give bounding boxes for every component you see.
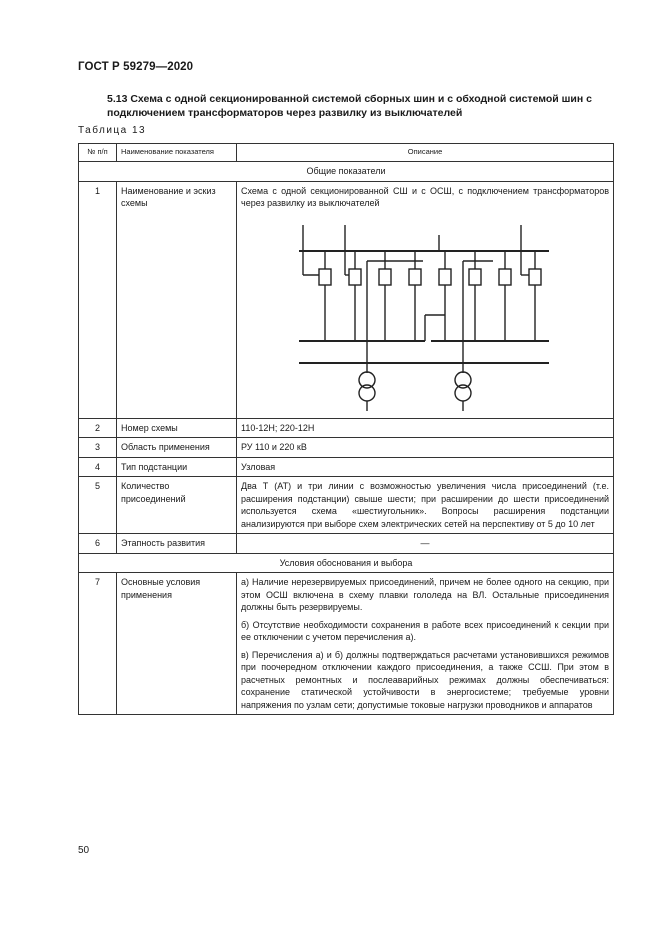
row-description (237, 573, 614, 715)
column-header-number: № п/п (79, 144, 117, 162)
section-heading: 5.13 Схема с одной секционированной системой сборных шин и с обходной системой шин с подключением трансформаторов через развилку из выключателей (107, 93, 592, 119)
row-description: РУ 110 и 220 кВ (237, 438, 614, 458)
row-name: Этапность развития (117, 534, 237, 554)
table-row (79, 457, 614, 477)
standard-designation: ГОСТ Р 59279—2020 (78, 61, 194, 73)
row-description-text: Два Т (АТ) и три линии с возможностью увеличения числа присоединений (т.е. расширения подстанции) свыше шести; при расширении до шести присоединений используется схема «шестиугольник». Вопросы расширения подстанции анализируются при выборе схем электрических сетей на перспективу от 5 до 10 лет (241, 481, 609, 529)
table-header-row (79, 144, 614, 162)
row-description: Узловая (237, 457, 614, 477)
column-header-indicator: Наименование показателя (117, 144, 237, 162)
breaker-4 (409, 251, 421, 341)
row-name: Тип подстанции (117, 457, 237, 477)
column-header-description: Описание (237, 144, 614, 162)
breaker-6 (469, 251, 481, 341)
table-row (79, 573, 614, 715)
transformer-1 (359, 363, 375, 411)
single-line-diagram (299, 215, 619, 415)
row-number: 1 (79, 181, 117, 418)
breaker-5 (439, 251, 451, 341)
row-description: 110-12Н; 220-12Н (237, 418, 614, 438)
row-number: 3 (79, 438, 117, 458)
scheme-table (78, 143, 614, 715)
row-number: 6 (79, 534, 117, 554)
row-name: Основные условия применения (117, 573, 237, 715)
row-name: Наименование и эскиз схемы (117, 181, 237, 418)
breaker-8 (529, 251, 541, 341)
row-description (237, 181, 614, 418)
breaker-1 (319, 251, 331, 341)
row-number: 5 (79, 477, 117, 534)
row-number: 7 (79, 573, 117, 715)
condition-item-b: б) Отсутствие необходимости сохранения в работе всех присоединений к секции при ее отключении с учетом перечисления а). (241, 619, 609, 642)
breaker-7 (499, 251, 511, 341)
row-description (237, 477, 614, 534)
row-name: Количество присоединений (117, 477, 237, 534)
table-row (79, 438, 614, 458)
table-row (79, 181, 614, 418)
breaker-2 (349, 251, 361, 341)
breaker-3 (379, 251, 391, 341)
page-number: 50 (78, 845, 90, 856)
row-name: Номер схемы (117, 418, 237, 438)
section-conditions: Условия обоснования и выбора (79, 553, 614, 573)
transformer-2 (455, 363, 471, 411)
section-row (79, 553, 614, 573)
section-row (79, 162, 614, 182)
row-name: Область применения (117, 438, 237, 458)
condition-item-a: а) Наличие нерезервируемых присоединений, причем не более одного на секцию, при этом ОСШ включена в схему плавки гололеда на ВЛ. Остальные присоединения должны быть резервируемы. (241, 577, 609, 612)
scheme-title: Схема с одной секционированной СШ и с ОСШ, с подключением трансформаторов через развилку из выключателей (241, 185, 609, 208)
condition-item-c: в) Перечисления а) и б) должны подтверждаться расчетами установившихся режимов при поочередном отключении каждого присоединения, а также ССШ. При этом в расчетных ремонтных и послеаварийных режимах должны обеспечиваться: сохранение статической устойчивости в энергосистеме; требуемые уровни напряжения по узлам сети; допустимые токовые нагрузки проводников и аппаратов (241, 649, 609, 710)
table-row (79, 418, 614, 438)
row-description: — (237, 534, 614, 554)
section-general: Общие показатели (79, 162, 614, 182)
table-row (79, 534, 614, 554)
table-caption: Таблица 13 (78, 125, 147, 136)
table-row (79, 477, 614, 534)
row-number: 4 (79, 457, 117, 477)
row-number: 2 (79, 418, 117, 438)
